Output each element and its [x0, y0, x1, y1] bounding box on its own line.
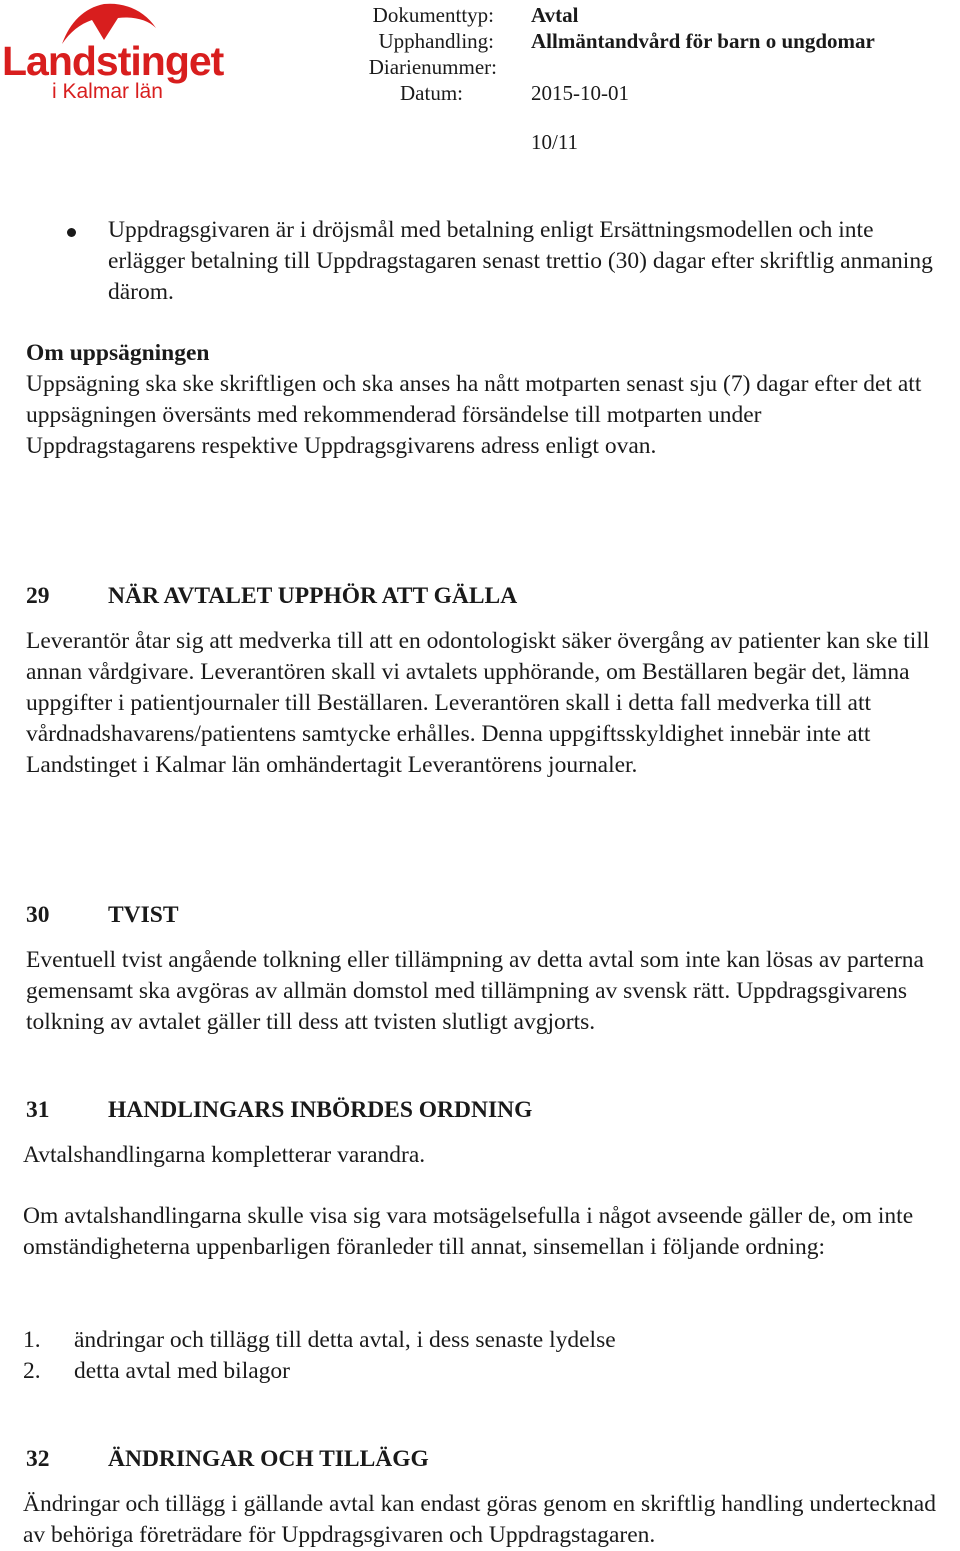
section-32-paragraph: Ändringar och tillägg i gällande avtal kan endast göras genom en skriftlig handling undertecknad av behöriga företrädare för Uppdragsgivaren och Uppdragstagaren.: [23, 1491, 936, 1548]
list-item-2-number: 2.: [23, 1358, 41, 1384]
landstinget-logo: [0, 0, 222, 106]
meta-value-dokumenttyp: Avtal: [531, 3, 579, 27]
page-number: 10/11: [531, 130, 579, 154]
section-31-title: HANDLINGARS INBÖRDES ORDNING: [108, 1097, 533, 1123]
section-29-paragraph: Leverantör åtar sig att medverka till att en odontologiskt säker övergång av patienter kan ske till annan vårdgivare. Leverantören skall vi avtalets upphörande, om Beställaren begär det, lämna uppgifter i patientjournaler till Beställaren. Leverantören skall i detta fall medverka till att vårdnadshavarens/patientens samtycke erhålles. Denna uppgiftsskyldighet innebär inte att Landstinget i Kalmar län omhändertagit Leverantörens journaler.: [26, 628, 930, 778]
uppsagning-heading: Om uppsägningen: [26, 340, 210, 366]
meta-value-datum: 2015-10-01: [531, 81, 629, 105]
section-29-number: 29: [26, 583, 50, 609]
section-31-paragraph-2: Om avtalshandlingarna skulle visa sig vara motsägelsefulla i något avseende gäller de, om inte omständigheterna uppenbarligen föranleder till annat, sinsemellan i följande ordning:: [23, 1203, 914, 1260]
logo-subtitle: i Kalmar län: [52, 80, 163, 103]
section-29-title: NÄR AVTALET UPPHÖR ATT GÄLLA: [108, 583, 518, 609]
logo-wordmark: Landstinget: [2, 38, 224, 84]
meta-value-upphandling: Allmäntandvård för barn o ungdomar: [531, 29, 875, 53]
bullet-paragraph: Uppdragsgivaren är i dröjsmål med betalning enligt Ersättningsmodellen och inte erlägger betalning till Uppdragstagaren senast trettio (30) dagar efter skriftlig anmaning därom.: [108, 217, 933, 305]
bullet-icon: [67, 228, 76, 237]
section-31-number: 31: [26, 1097, 50, 1123]
section-32-title: ÄNDRINGAR OCH TILLÄGG: [108, 1446, 429, 1472]
section-32-number: 32: [26, 1446, 50, 1472]
uppsagning-paragraph: Uppsägning ska ske skriftligen och ska anses ha nått motparten senast sju (7) dagar efter det att uppsägningen översänts med rekommenderad försändelse till motparten under Uppdragstagarens respektive Uppdragsgivarens adress enligt ovan.: [26, 371, 922, 459]
section-30-paragraph: Eventuell tvist angående tolkning eller tillämpning av detta avtal som inte kan lösas av parterna gemensamt ska avgöras av allmän domstol med tillämpning av svensk rätt. Uppdragsgivarens tolkning av avtalet gäller till dess att tvisten slutligt avgjorts.: [26, 947, 924, 1035]
section-30-title: TVIST: [108, 902, 179, 928]
list-item-2-text: detta avtal med bilagor: [74, 1358, 290, 1384]
meta-label-dokumenttyp: Dokumenttyp:: [372, 3, 494, 27]
section-31-paragraph: Avtalshandlingarna kompletterar varandra.: [23, 1142, 426, 1168]
meta-label-upphandling: Upphandling:: [378, 29, 494, 53]
section-30-number: 30: [26, 902, 50, 928]
list-item-1-number: 1.: [23, 1327, 41, 1353]
list-item-1-text: ändringar och tillägg till detta avtal, i dess senaste lydelse: [74, 1327, 616, 1353]
meta-label-datum: Datum:: [400, 81, 463, 105]
meta-label-diarienummer: Diarienummer:: [368, 55, 497, 79]
